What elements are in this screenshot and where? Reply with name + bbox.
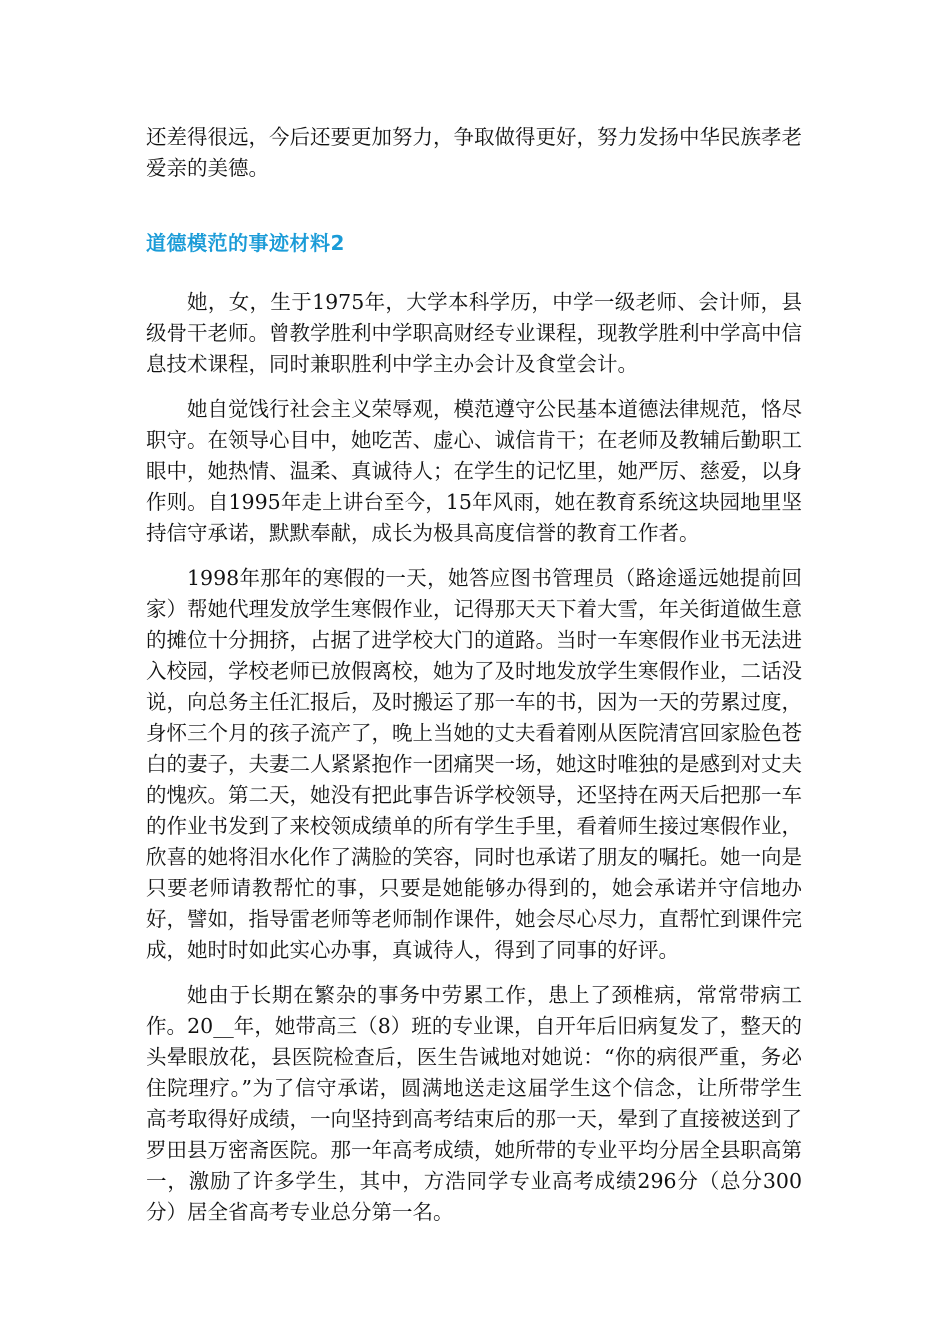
intro-paragraph: 还差得很远，今后还要更加努力，争取做得更好，努力发扬中华民族孝老爱亲的美德。 — [146, 125, 802, 180]
section-heading: 道德模范的事迹材料2 — [146, 231, 345, 255]
document-page — [146, 122, 802, 1228]
paragraph-illness-story: 她由于长期在繁杂的事务中劳累工作，患上了颈椎病，常常带病工作。20__年，她带高三（8）班的专业课，自开年后旧病复发了，整天的头晕眼放花，县医院检查后，医生告诫地对她说：“你的病很严重，务必住院理疗。”为了信守承诺，圆满地送走这届学生这个信念，让所带学生高考取得好成绩，一向坚持到高考结束后的那一天，晕到了直接被送到了罗田县万密斋医院。那一年高考成绩，她所带的专业平均分居全县职高第一，激励了许多学生，其中，方浩同学专业高考成绩296分（总分300分）居全省高考专业总分第一名。 — [146, 983, 802, 1224]
paragraph-character: 她自觉饯行社会主义荣辱观，模范遵守公民基本道德法律规范，恪尽职守。在领导心目中，她吃苦、虚心、诚信肯干；在老师及教辅后勤职工眼中，她热情、温柔、真诚待人；在学生的记忆里，她严厉、慈爱，以身作则。自1995年走上讲台至今，15年风雨，她在教育系统这块园地里坚持信守承诺，默默奉献，成长为极具高度信誉的教育工作者。 — [146, 397, 802, 545]
heading-spacer — [146, 258, 802, 287]
paragraph-winter-break-story: 1998年那年的寒假的一天，她答应图书管理员（路途遥远她提前回家）帮她代理发放学生寒假作业，记得那天天下着大雪，年关街道做生意的摊位十分拥挤，占据了进学校大门的道路。当时一车寒假作业书无法进入校园，学校老师已放假离校，她为了及时地发放学生寒假作业，二话没说，向总务主任汇报后，及时搬运了那一车的书，因为一天的劳累过度，身怀三个月的孩子流产了，晚上当她的丈夫看着刚从医院清宫回家脸色苍白的妻子，夫妻二人紧紧抱作一团痛哭一场，她这时唯独的是感到对丈夫的愧疚。第二天，她没有把此事告诉学校领导，还坚持在两天后把那一车的作业书发到了来校领成绩单的所有学生手里，看着师生接过寒假作业，欣喜的她将泪水化作了满脸的笑容，同时也承诺了朋友的嘱托。她一向是只要老师请教帮忙的事，只要是她能够办得到的，她会承诺并守信地办好，譬如，指导雷老师等老师制作课件，她会尽心尽力，直帮忙到课件完成，她时时如此实心办事，真诚待人，得到了同事的好评。 — [146, 566, 802, 962]
paragraph-profile: 她，女，生于1975年，大学本科学历，中学一级老师、会计师，县级骨干老师。曾教学胜利中学职高财经专业课程，现教学胜利中学高中信息技术课程，同时兼职胜利中学主办会计及食堂会计。 — [146, 290, 802, 376]
